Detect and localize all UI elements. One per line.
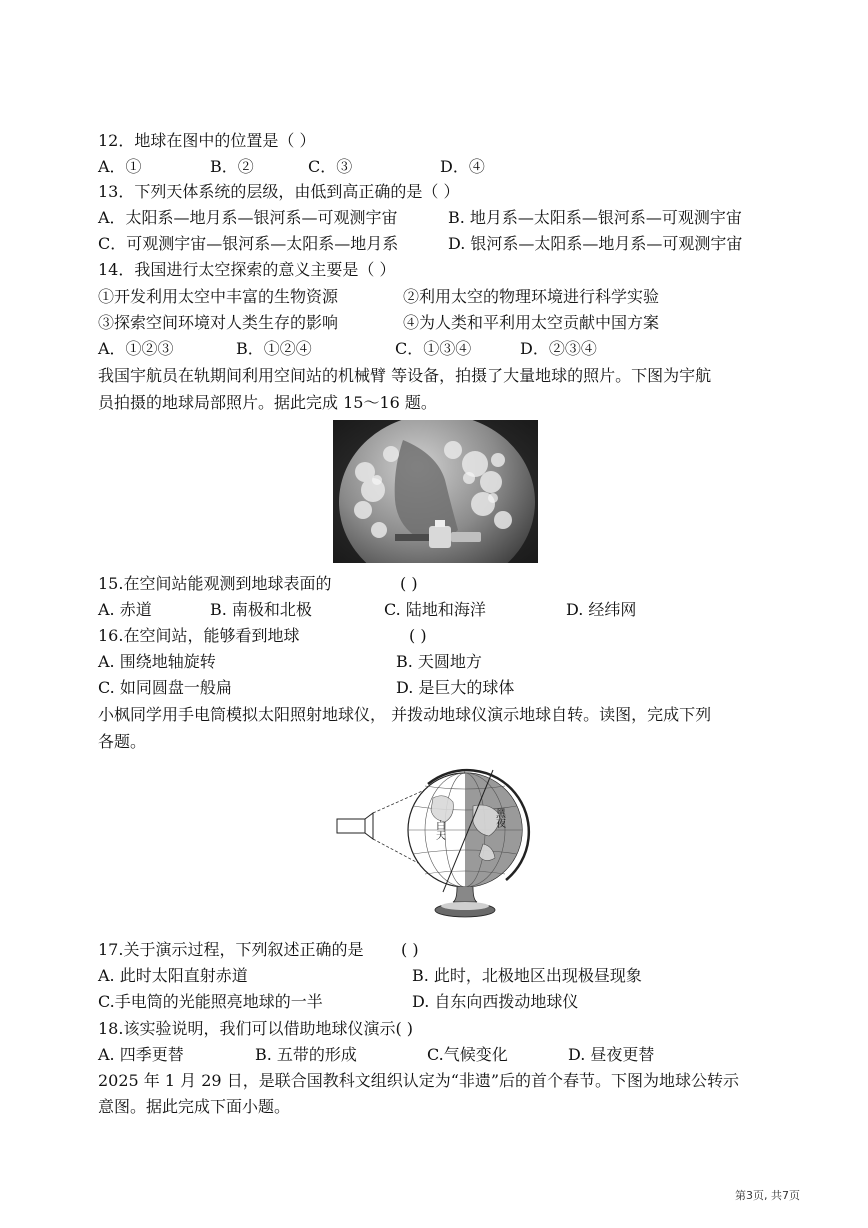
- earth-photo: [333, 420, 538, 563]
- q15-option-d: D. 经纬网: [566, 600, 637, 619]
- passage2-line2: 各题。: [98, 732, 147, 751]
- q13-option-a: A．太阳系—地月系—银河系—可观测宇宙: [98, 208, 398, 227]
- q16-option-a: A. 围绕地轴旋转: [98, 652, 216, 671]
- q17-paren: ( ): [401, 940, 419, 959]
- page-number: 第3页, 共7页: [735, 1189, 800, 1202]
- passage2-line1: 小枫同学用手电筒模拟太阳照射地球仪， 并拨动地球仪演示地球自转。读图，完成下列: [98, 705, 712, 724]
- q12-option-d: D．④: [440, 157, 485, 176]
- day-label: 白天: [433, 820, 445, 840]
- q13-option-b: B. 地月系—太阳系—银河系—可观测宇宙: [448, 208, 742, 227]
- q17-stem: 17.关于演示过程，下列叙述正确的是: [98, 940, 364, 959]
- q14-option-a: A．①②③: [98, 339, 174, 358]
- q15-option-c: C. 陆地和海洋: [384, 600, 486, 619]
- passage1-line2: 员拍摄的地球局部照片。据此完成 15～16 题。: [98, 393, 437, 412]
- q18-option-a: A. 四季更替: [98, 1045, 184, 1064]
- night-label: 黑夜: [493, 808, 505, 828]
- q16-option-d: D. 是巨大的球体: [396, 678, 515, 697]
- q18-option-d: D. 昼夜更替: [568, 1045, 655, 1064]
- q14-option-d: D．②③④: [520, 339, 597, 358]
- q16-stem: 16.在空间站，能够看到地球: [98, 626, 300, 645]
- q12-stem: 12．地球在图中的位置是（ ）: [98, 131, 316, 150]
- q14-item-4: ④为人类和平利用太空贡献中国方案: [403, 313, 660, 332]
- q13-option-d: D. 银河系—太阳系—地月系—可观测宇宙: [448, 234, 743, 253]
- q16-option-c: C. 如同圆盘一般扁: [98, 678, 232, 697]
- q14-option-b: B．①②④: [236, 339, 312, 358]
- q17-option-c: C.手电筒的光能照亮地球的一半: [98, 992, 323, 1011]
- q15-option-a: A. 赤道: [98, 600, 152, 619]
- q13-stem: 13．下列天体系统的层级，由低到高正确的是（ ）: [98, 182, 460, 201]
- q18-option-b: B. 五带的形成: [255, 1045, 357, 1064]
- q12-option-a: A．①: [98, 157, 142, 176]
- q14-option-c: C．①③④: [395, 339, 472, 358]
- q13-option-c: C．可观测宇宙—银河系—太阳系—地月系: [98, 234, 399, 253]
- globe-flashlight-figure: [333, 762, 538, 924]
- q17-option-a: A. 此时太阳直射赤道: [98, 966, 248, 985]
- q17-option-d: D. 自东向西拨动地球仪: [412, 992, 579, 1011]
- q14-item-2: ②利用太空的物理环境进行科学实验: [403, 287, 660, 306]
- passage3-line1: 2025 年 1 月 29 日，是联合国教科文组织认定为“非遗”后的首个春节。下图为地球公转示: [98, 1071, 740, 1090]
- q15-paren: ( ): [400, 574, 418, 593]
- q12-option-c: C．③: [308, 157, 353, 176]
- q17-option-b: B. 此时，北极地区出现极昼现象: [412, 966, 642, 985]
- q16-paren: ( ): [409, 626, 427, 645]
- q15-stem: 15.在空间站能观测到地球表面的: [98, 574, 332, 593]
- passage3-line2: 意图。据此完成下面小题。: [98, 1097, 291, 1116]
- q14-item-3: ③探索空间环境对人类生存的影响: [98, 313, 339, 332]
- passage1-line1: 我国宇航员在轨期间利用空间站的机械臂 等设备，拍摄了大量地球的照片。下图为宇航: [98, 366, 712, 385]
- q15-option-b: B. 南极和北极: [210, 600, 312, 619]
- q14-item-1: ①开发利用太空中丰富的生物资源: [98, 287, 339, 306]
- q16-option-b: B. 天圆地方: [396, 652, 482, 671]
- q18-option-c: C.气候变化: [427, 1045, 508, 1064]
- q18-stem: 18.该实验说明，我们可以借助地球仪演示( ): [98, 1019, 414, 1038]
- q12-option-b: B．②: [210, 157, 254, 176]
- q14-stem: 14．我国进行太空探索的意义主要是（ ）: [98, 260, 396, 279]
